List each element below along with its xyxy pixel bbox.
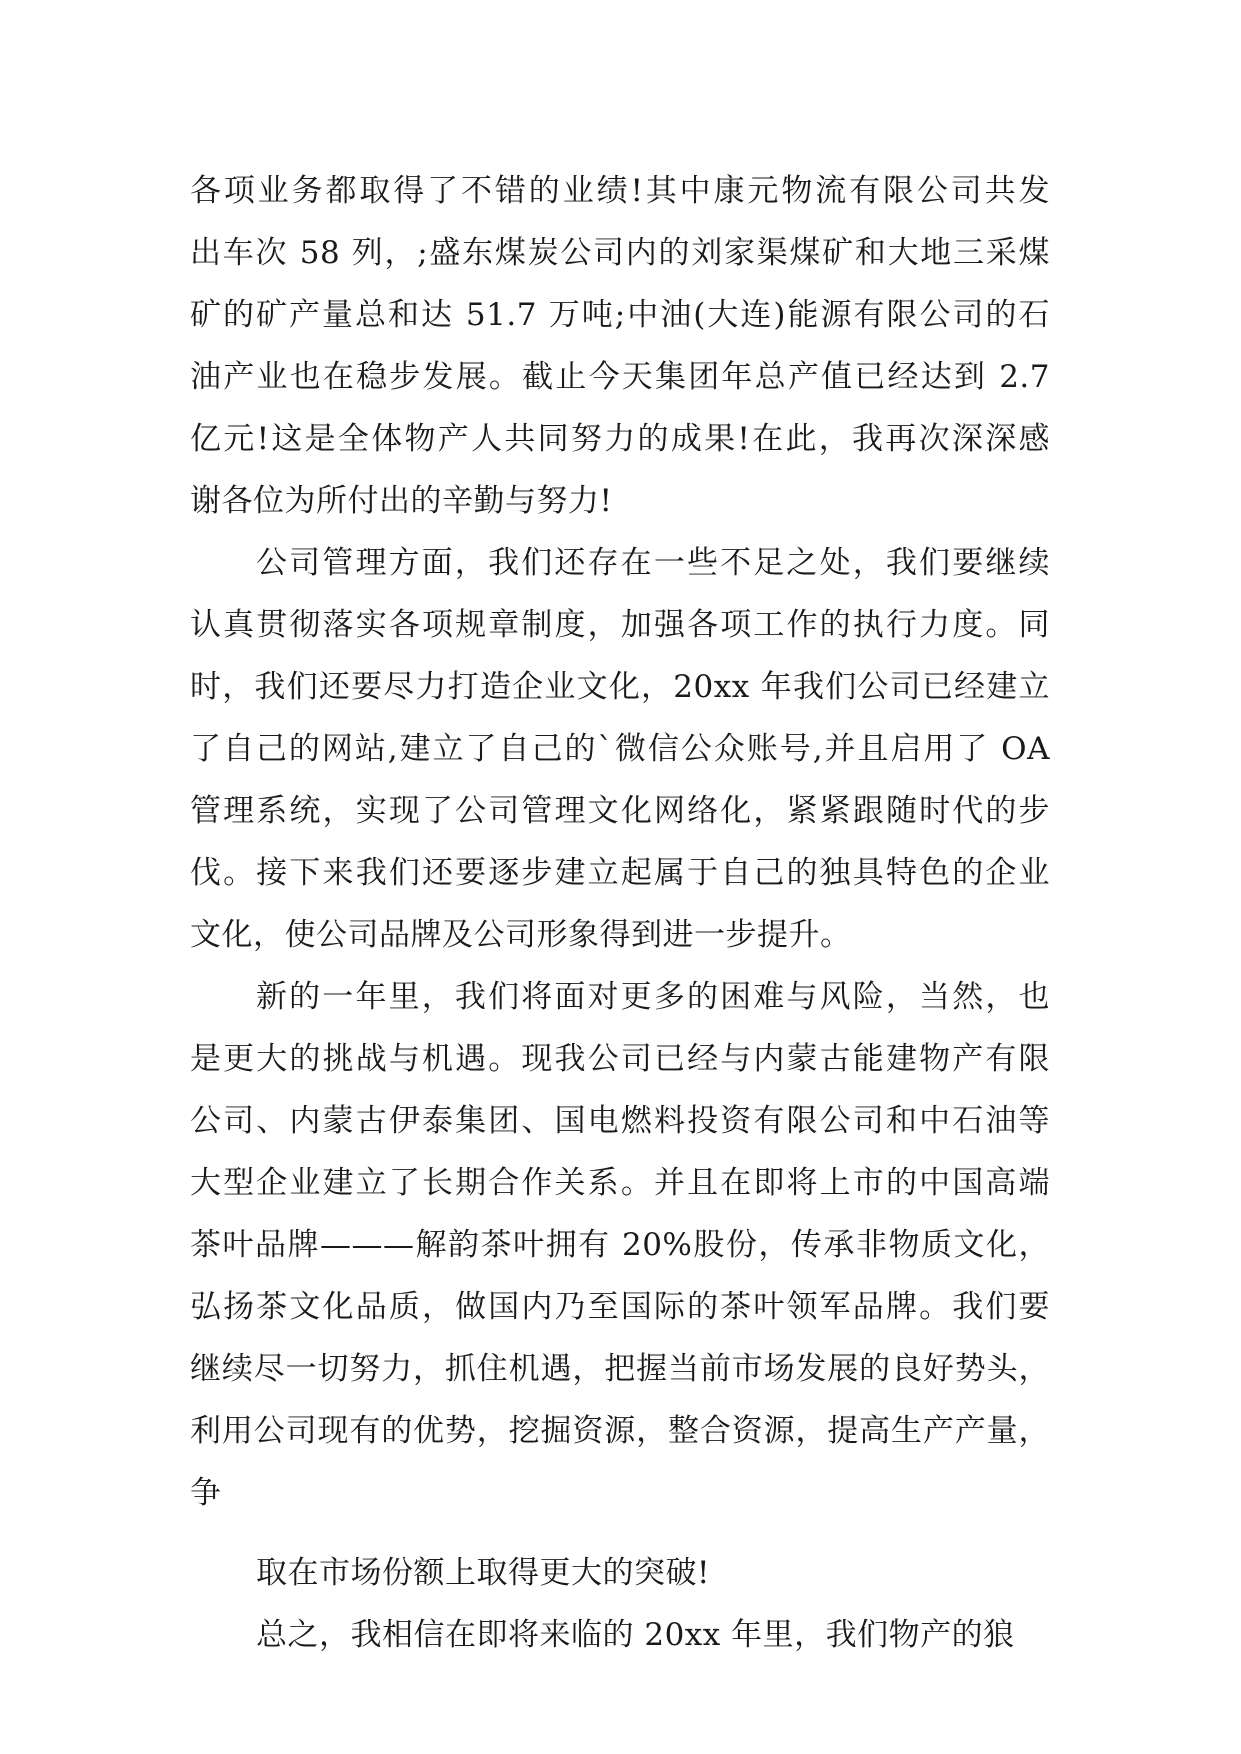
- text-line: 公司管理方面，我们还存在一些不足之处，我们要继续: [256, 545, 1050, 581]
- text-line: 了自己的网站,建立了自己的`微信公众账号,并且启用了 OA: [190, 731, 1050, 767]
- text-line: 油产业也在稳步发展。截止今天集团年总产值已经达到 2.7: [190, 359, 1050, 395]
- text-line: 时，我们还要尽力打造企业文化，20xx 年我们公司已经建立: [190, 669, 1050, 705]
- paragraph-4: [190, 1542, 1050, 1604]
- text-line: 继续尽一切努力，抓住机遇，把握当前市场发展的良好势头，: [190, 1351, 1050, 1387]
- paragraph-gap: [190, 1524, 1050, 1542]
- text-line: 弘扬茶文化品质，做国内乃至国际的茶叶领军品牌。我们要: [190, 1289, 1050, 1325]
- text-line: 管理系统，实现了公司管理文化网络化，紧紧跟随时代的步: [190, 793, 1050, 829]
- text-line: 文化，使公司品牌及公司形象得到进一步提升。: [190, 917, 852, 953]
- text-line: 公司、内蒙古伊泰集团、国电燃料投资有限公司和中石油等: [190, 1103, 1050, 1139]
- text-line: 认真贯彻落实各项规章制度，加强各项工作的执行力度。同: [190, 607, 1050, 643]
- text-line: 各项业务都取得了不错的业绩!其中康元物流有限公司共发: [190, 173, 1050, 209]
- text-line: 新的一年里，我们将面对更多的困难与风险，当然，也: [256, 979, 1050, 1015]
- text-line: 矿的矿产量总和达 51.7 万吨;中油(大连)能源有限公司的石: [190, 297, 1050, 333]
- text-line: 取在市场份额上取得更大的突破!: [256, 1555, 710, 1591]
- paragraph-5: [190, 1604, 1050, 1666]
- paragraph-1: [190, 160, 1050, 532]
- text-line: 谢各位为所付出的辛勤与努力!: [190, 483, 613, 519]
- text-line: 是更大的挑战与机遇。现我公司已经与内蒙古能建物产有限: [190, 1041, 1050, 1077]
- text-line: 总之，我相信在即将来临的 20xx 年里，我们物产的狼: [256, 1617, 1015, 1653]
- text-line: 争: [190, 1475, 222, 1511]
- text-line: 大型企业建立了长期合作关系。并且在即将上市的中国高端: [190, 1165, 1050, 1201]
- paragraph-3: [190, 966, 1050, 1524]
- text-line: 伐。接下来我们还要逐步建立起属于自己的独具特色的企业: [190, 855, 1050, 891]
- text-line: 出车次 58 列，;盛东煤炭公司内的刘家渠煤矿和大地三采煤: [190, 235, 1050, 271]
- body-text: [190, 160, 1050, 1666]
- text-line: 亿元!这是全体物产人共同努力的成果!在此，我再次深深感: [190, 421, 1050, 457]
- text-line: 茶叶品牌———解韵茶叶拥有 20%股份，传承非物质文化，: [190, 1227, 1050, 1263]
- paragraph-2: [190, 532, 1050, 966]
- text-line: 利用公司现有的优势，挖掘资源，整合资源，提高生产产量，: [190, 1413, 1050, 1449]
